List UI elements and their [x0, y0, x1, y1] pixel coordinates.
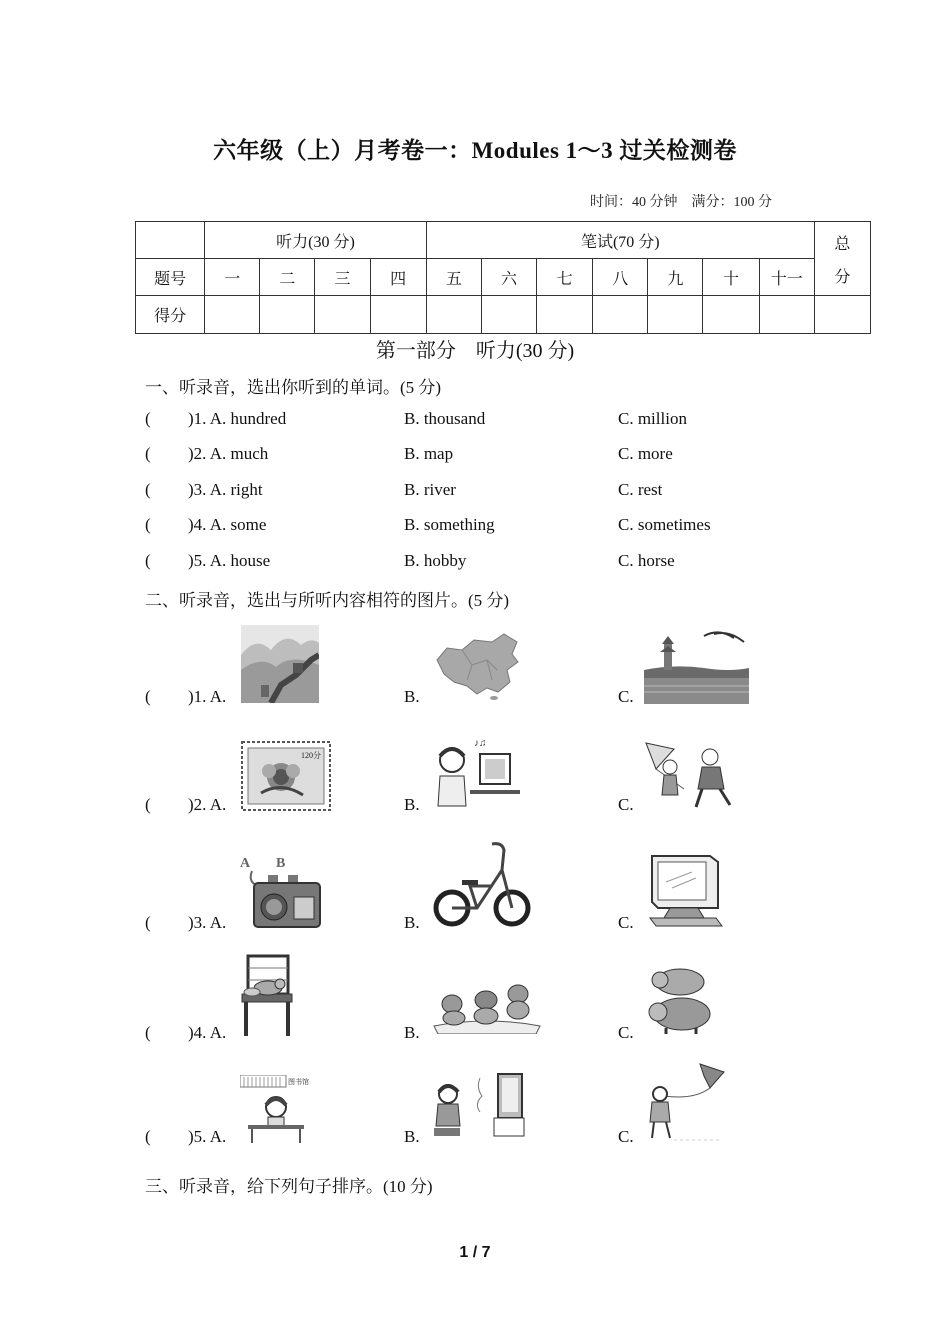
option-a: )2. A. much: [188, 444, 269, 463]
answer-paren[interactable]: (: [145, 480, 151, 499]
row-label-score: 得分: [136, 296, 205, 334]
girl-watching-tv-picture[interactable]: [430, 1072, 526, 1142]
option-a: )5. A.: [188, 1127, 227, 1146]
stamp-value: 120分: [301, 751, 321, 760]
section1-instruction: 一、听录音，选出你听到的单词。(5 分): [145, 378, 442, 397]
option-a: )5. A. house: [188, 551, 271, 570]
option-a: )4. A. some: [188, 515, 267, 534]
item-header: 三: [315, 259, 370, 296]
svg-text:A: A: [240, 856, 251, 871]
answer-paren[interactable]: (: [145, 444, 151, 463]
option-b: B.: [404, 795, 420, 814]
listening-header: 听力(30 分): [205, 222, 427, 259]
svg-text:♪♫: ♪♫: [474, 738, 487, 749]
item-header: 七: [537, 259, 593, 296]
item-header: 五: [426, 259, 481, 296]
option-c: C. more: [618, 444, 673, 463]
option-a: )4. A.: [188, 1023, 227, 1042]
option-b: B. hobby: [404, 551, 467, 570]
row-label-items: 题号: [136, 259, 205, 296]
option-b: B.: [404, 913, 420, 932]
option-b: B. something: [404, 515, 495, 534]
radio-cassette-picture[interactable]: [238, 851, 326, 931]
option-c: C. sometimes: [618, 515, 711, 534]
three-dogs-picture[interactable]: [432, 976, 542, 1034]
item-header: 十: [703, 259, 759, 296]
section2-instruction: 二、听录音，选出与所听内容相符的图片。(5 分): [145, 591, 510, 610]
option-c: C.: [618, 1023, 634, 1042]
answer-paren[interactable]: (: [145, 409, 151, 428]
cat-on-chair-picture[interactable]: [238, 954, 296, 1038]
answer-paren[interactable]: (: [145, 913, 151, 932]
score-cell[interactable]: [703, 296, 759, 334]
page-title: 六年级（上）月考卷一：Modules 1～3 过关检测卷: [213, 138, 737, 163]
score-cell[interactable]: [260, 296, 315, 334]
option-c: C. million: [618, 409, 687, 428]
option-a: )2. A.: [188, 795, 227, 814]
score-cell[interactable]: [648, 296, 703, 334]
option-a: )1. A.: [188, 687, 227, 706]
writing-header: 笔试(70 分): [426, 222, 814, 259]
option-b: B. map: [404, 444, 454, 463]
item-header: 六: [481, 259, 536, 296]
two-pigs-picture[interactable]: [646, 964, 716, 1036]
option-c: C.: [618, 913, 634, 932]
option-b: B.: [404, 1023, 420, 1042]
exam-meta: [590, 191, 772, 211]
option-b: B.: [404, 1127, 420, 1146]
full-score: 满分：100 分: [691, 195, 772, 210]
svg-text:B: B: [276, 856, 286, 871]
great-wall-picture[interactable]: [241, 625, 319, 703]
item-header: 十一: [759, 259, 814, 296]
library-sign: 图书馆: [288, 1078, 309, 1086]
girl-flying-kite-picture[interactable]: [644, 1060, 726, 1144]
score-cell[interactable]: [759, 296, 814, 334]
option-b: B. river: [404, 480, 456, 499]
option-c: C.: [618, 795, 634, 814]
option-b: B. thousand: [404, 409, 486, 428]
option-a: )3. A. right: [188, 480, 263, 499]
answer-paren[interactable]: (: [145, 1127, 151, 1146]
option-c: C. horse: [618, 551, 675, 570]
answer-paren[interactable]: (: [145, 687, 151, 706]
time-limit: 时间：40 分钟: [590, 195, 678, 210]
answer-paren[interactable]: (: [145, 515, 151, 534]
bicycle-picture[interactable]: [432, 840, 532, 928]
score-cell[interactable]: [205, 296, 260, 334]
item-header: 九: [648, 259, 703, 296]
section3-instruction: 三、听录音，给下列句子排序。(10 分): [145, 1177, 433, 1196]
score-cell[interactable]: [593, 296, 648, 334]
flower-stamp-picture[interactable]: [241, 741, 331, 811]
option-c: C.: [618, 1127, 634, 1146]
score-cell[interactable]: [481, 296, 536, 334]
total-header: 总 分: [814, 222, 870, 296]
china-map-picture[interactable]: [432, 630, 522, 700]
score-cell[interactable]: [426, 296, 481, 334]
option-a: )1. A. hundred: [188, 409, 287, 428]
total-score-cell[interactable]: [814, 296, 870, 334]
item-header: 四: [370, 259, 426, 296]
score-cell[interactable]: [370, 296, 426, 334]
west-lake-picture[interactable]: [644, 628, 749, 704]
kids-kite-picture[interactable]: [644, 739, 744, 811]
part1-heading: 第一部分 听力(30 分): [375, 340, 575, 362]
computer-monitor-picture[interactable]: [648, 852, 724, 930]
answer-paren[interactable]: (: [145, 795, 151, 814]
score-cell[interactable]: [537, 296, 593, 334]
score-table: [135, 221, 871, 334]
answer-paren[interactable]: (: [145, 551, 151, 570]
boy-computer-music-picture[interactable]: [432, 736, 522, 810]
option-c: C.: [618, 687, 634, 706]
option-a: )3. A.: [188, 913, 227, 932]
option-c: C. rest: [618, 480, 663, 499]
answer-paren[interactable]: (: [145, 1023, 151, 1042]
item-header: 八: [593, 259, 648, 296]
page-number: 1 / 7: [459, 1244, 491, 1261]
score-cell[interactable]: [315, 296, 370, 334]
item-header: 一: [205, 259, 260, 296]
item-header: 二: [260, 259, 315, 296]
table-corner-cell: [136, 222, 205, 259]
option-b: B.: [404, 687, 420, 706]
boy-reading-library-picture[interactable]: [240, 1075, 312, 1145]
